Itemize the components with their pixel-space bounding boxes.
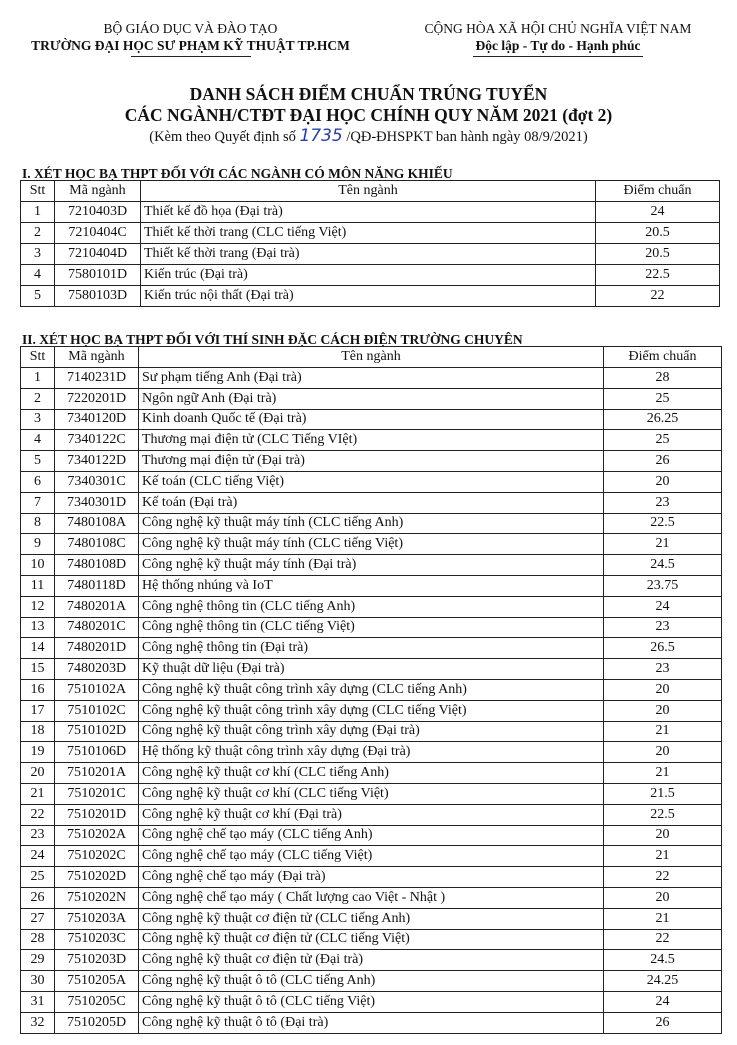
row-stt: 27 — [21, 908, 55, 929]
row-code: 7580101D — [55, 265, 141, 286]
row-code: 7510203A — [55, 908, 139, 929]
row-major-name: Thiết kế thời trang (Đại trà) — [141, 244, 596, 265]
row-stt: 25 — [21, 867, 55, 888]
row-score: 21 — [604, 846, 722, 867]
row-score: 21 — [604, 534, 722, 555]
row-score: 24 — [604, 596, 722, 617]
table-row — [21, 575, 722, 596]
table-row — [21, 721, 722, 742]
row-major-name: Công nghệ kỹ thuật cơ khí (CLC tiếng Việt) — [139, 783, 604, 804]
row-major-name: Hệ thống nhúng và IoT — [139, 575, 604, 596]
table-row — [21, 846, 722, 867]
row-stt: 9 — [21, 534, 55, 555]
table-row — [21, 1012, 722, 1033]
row-code: 7510201A — [55, 763, 139, 784]
row-score: 20 — [604, 887, 722, 908]
table-row — [21, 991, 722, 1012]
row-stt: 4 — [21, 430, 55, 451]
row-major-name: Công nghệ thông tin (Đại trà) — [139, 638, 604, 659]
decision-number: 1735 — [299, 126, 343, 146]
column-header-score: Điểm chuẩn — [604, 347, 722, 368]
section-2-heading: II. XÉT HỌC BẠ THPT ĐỐI VỚI THÍ SINH ĐẶC CÁCH ĐIỆN TRƯỜNG CHUYÊN — [22, 332, 523, 347]
row-code: 7480118D — [55, 575, 139, 596]
table-header-row — [21, 347, 722, 368]
table-row — [21, 971, 722, 992]
row-code: 7510202N — [55, 887, 139, 908]
table-row — [21, 700, 722, 721]
row-major-name: Công nghệ chế tạo máy (Đại trà) — [139, 867, 604, 888]
table-row — [21, 409, 722, 430]
row-stt: 31 — [21, 991, 55, 1012]
row-stt: 1 — [21, 202, 55, 223]
table-row — [21, 950, 722, 971]
row-score: 25 — [604, 430, 722, 451]
row-major-name: Kế toán (CLC tiếng Việt) — [139, 471, 604, 492]
row-score: 24.5 — [604, 555, 722, 576]
row-code: 7210404C — [55, 223, 141, 244]
row-score: 23 — [604, 659, 722, 680]
row-code: 7510202D — [55, 867, 139, 888]
column-header-stt: Stt — [21, 181, 55, 202]
table-row — [21, 763, 722, 784]
table-row — [21, 265, 720, 286]
column-header-name: Tên ngành — [141, 181, 596, 202]
table-row — [21, 430, 722, 451]
row-code: 7140231D — [55, 368, 139, 389]
row-code: 7210404D — [55, 244, 141, 265]
row-score: 20 — [604, 679, 722, 700]
row-major-name: Công nghệ kỹ thuật cơ khí (Đại trà) — [139, 804, 604, 825]
row-code: 7510202C — [55, 846, 139, 867]
decision-prefix: (Kèm theo Quyết định số — [149, 129, 300, 145]
row-score: 21 — [604, 721, 722, 742]
row-code: 7480203D — [55, 659, 139, 680]
row-code: 7340122D — [55, 451, 139, 472]
row-score: 26.25 — [604, 409, 722, 430]
row-score: 23 — [604, 492, 722, 513]
table-row — [21, 887, 722, 908]
row-score: 20.5 — [596, 244, 720, 265]
row-stt: 2 — [21, 223, 55, 244]
row-code: 7580103D — [55, 286, 141, 307]
row-major-name: Kỹ thuật dữ liệu (Đại trà) — [139, 659, 604, 680]
row-stt: 13 — [21, 617, 55, 638]
table-row — [21, 679, 722, 700]
table-row — [21, 617, 722, 638]
row-major-name: Công nghệ kỹ thuật cơ điện tử (Đại trà) — [139, 950, 604, 971]
university-underline — [131, 56, 251, 57]
table-row — [21, 388, 722, 409]
column-header-code: Mã ngành — [55, 181, 141, 202]
title-line-1: DANH SÁCH ĐIỂM CHUẨN TRÚNG TUYỂN — [189, 84, 548, 104]
row-stt: 16 — [21, 679, 55, 700]
row-stt: 24 — [21, 846, 55, 867]
row-code: 7480201C — [55, 617, 139, 638]
row-stt: 17 — [21, 700, 55, 721]
table-row — [21, 492, 722, 513]
row-score: 22.5 — [596, 265, 720, 286]
row-score: 22 — [596, 286, 720, 307]
row-score: 21 — [604, 908, 722, 929]
column-header-name: Tên ngành — [139, 347, 604, 368]
row-stt: 12 — [21, 596, 55, 617]
row-stt: 14 — [21, 638, 55, 659]
row-stt: 4 — [21, 265, 55, 286]
table-row — [21, 534, 722, 555]
row-stt: 20 — [21, 763, 55, 784]
row-stt: 23 — [21, 825, 55, 846]
row-major-name: Công nghệ chế tạo máy ( Chất lượng cao Việt - Nhật ) — [139, 887, 604, 908]
row-major-name: Công nghệ kỹ thuật công trình xây dựng (CLC tiếng Việt) — [139, 700, 604, 721]
row-stt: 19 — [21, 742, 55, 763]
row-score: 21 — [604, 763, 722, 784]
row-stt: 8 — [21, 513, 55, 534]
row-stt: 32 — [21, 1012, 55, 1033]
table-row — [21, 783, 722, 804]
row-score: 26 — [604, 451, 722, 472]
row-code: 7510205D — [55, 1012, 139, 1033]
row-code: 7340301C — [55, 471, 139, 492]
table-row — [21, 286, 720, 307]
university-name: TRƯỜNG ĐẠI HỌC SƯ PHẠM KỸ THUẬT TP.HCM — [31, 38, 350, 53]
row-code: 7340301D — [55, 492, 139, 513]
row-stt: 3 — [21, 244, 55, 265]
row-major-name: Công nghệ kỹ thuật máy tính (Đại trà) — [139, 555, 604, 576]
row-score: 25 — [604, 388, 722, 409]
table-header-row — [21, 181, 720, 202]
row-score: 20 — [604, 742, 722, 763]
row-code: 7220201D — [55, 388, 139, 409]
row-code: 7510203D — [55, 950, 139, 971]
row-code: 7510102A — [55, 679, 139, 700]
row-code: 7510205A — [55, 971, 139, 992]
country-name: CỘNG HÒA XÃ HỘI CHỦ NGHĨA VIỆT NAM — [424, 21, 692, 36]
row-major-name: Công nghệ kỹ thuật máy tính (CLC tiếng Việt) — [139, 534, 604, 555]
row-score: 24.25 — [604, 971, 722, 992]
row-stt: 7 — [21, 492, 55, 513]
row-major-name: Công nghệ kỹ thuật cơ điện tử (CLC tiếng Anh) — [139, 908, 604, 929]
section-1-heading: I. XÉT HỌC BẠ THPT ĐỐI VỚI CÁC NGÀNH CÓ MÔN NĂNG KHIẾU — [22, 166, 453, 181]
row-score: 24 — [596, 202, 720, 223]
column-header-code: Mã ngành — [55, 347, 139, 368]
row-code: 7210403D — [55, 202, 141, 223]
row-score: 21.5 — [604, 783, 722, 804]
table-row — [21, 202, 720, 223]
row-code: 7480201D — [55, 638, 139, 659]
table-row — [21, 638, 722, 659]
row-major-name: Công nghệ thông tin (CLC tiếng Việt) — [139, 617, 604, 638]
row-stt: 5 — [21, 451, 55, 472]
row-major-name: Công nghệ thông tin (CLC tiếng Anh) — [139, 596, 604, 617]
row-score: 22 — [604, 867, 722, 888]
row-stt: 21 — [21, 783, 55, 804]
row-score: 23.75 — [604, 575, 722, 596]
row-major-name: Thương mại điện tử (CLC Tiếng VIệt) — [139, 430, 604, 451]
table-row — [21, 659, 722, 680]
row-code: 7510201D — [55, 804, 139, 825]
table-row — [21, 555, 722, 576]
row-major-name: Kiến trúc (Đại trà) — [141, 265, 596, 286]
row-score: 20 — [604, 700, 722, 721]
row-code: 7480201A — [55, 596, 139, 617]
row-score: 24 — [604, 991, 722, 1012]
row-major-name: Ngôn ngữ Anh (Đại trà) — [139, 388, 604, 409]
row-code: 7510102C — [55, 700, 139, 721]
row-code: 7510201C — [55, 783, 139, 804]
table-row — [21, 742, 722, 763]
row-major-name: Thương mại điện tử (Đại trà) — [139, 451, 604, 472]
row-major-name: Công nghệ kỹ thuật ô tô (CLC tiếng Anh) — [139, 971, 604, 992]
row-score: 22.5 — [604, 804, 722, 825]
row-major-name: Công nghệ kỹ thuật công trình xây dựng (Đại trà) — [139, 721, 604, 742]
row-score: 24.5 — [604, 950, 722, 971]
section-2-table — [20, 346, 722, 1034]
title-line-2: CÁC NGÀNH/CTĐT ĐẠI HỌC CHÍNH QUY NĂM 2021 (đợt 2) — [124, 105, 613, 125]
national-motto: Độc lập - Tự do - Hạnh phúc — [475, 38, 641, 53]
table-row — [21, 513, 722, 534]
row-score: 20 — [604, 825, 722, 846]
row-score: 20 — [604, 471, 722, 492]
ministry-header — [18, 20, 363, 57]
row-code: 7510106D — [55, 742, 139, 763]
row-code: 7510203C — [55, 929, 139, 950]
table-row — [21, 825, 722, 846]
row-stt: 15 — [21, 659, 55, 680]
row-score: 22.5 — [604, 513, 722, 534]
table-row — [21, 867, 722, 888]
row-major-name: Công nghệ kỹ thuật ô tô (CLC tiếng Việt) — [139, 991, 604, 1012]
row-code: 7340122C — [55, 430, 139, 451]
table-row — [21, 368, 722, 389]
row-major-name: Công nghệ kỹ thuật công trình xây dựng (CLC tiếng Anh) — [139, 679, 604, 700]
row-score: 26.5 — [604, 638, 722, 659]
row-stt: 30 — [21, 971, 55, 992]
row-major-name: Công nghệ kỹ thuật ô tô (Đại trà) — [139, 1012, 604, 1033]
row-code: 7510202A — [55, 825, 139, 846]
row-major-name: Hệ thống kỹ thuật công trình xây dựng (Đại trà) — [139, 742, 604, 763]
row-stt: 2 — [21, 388, 55, 409]
row-code: 7510102D — [55, 721, 139, 742]
table-row — [21, 451, 722, 472]
table-row — [21, 471, 722, 492]
decision-reference — [0, 126, 737, 147]
row-stt: 18 — [21, 721, 55, 742]
row-code: 7510205C — [55, 991, 139, 1012]
row-code: 7480108C — [55, 534, 139, 555]
row-major-name: Công nghệ chế tạo máy (CLC tiếng Việt) — [139, 846, 604, 867]
row-stt: 6 — [21, 471, 55, 492]
row-stt: 5 — [21, 286, 55, 307]
row-code: 7340120D — [55, 409, 139, 430]
column-header-score: Điểm chuẩn — [596, 181, 720, 202]
column-header-stt: Stt — [21, 347, 55, 368]
document-title — [0, 84, 737, 147]
row-score: 20.5 — [596, 223, 720, 244]
table-row — [21, 804, 722, 825]
row-major-name: Công nghệ chế tạo máy (CLC tiếng Anh) — [139, 825, 604, 846]
table-row — [21, 244, 720, 265]
ministry-name: BỘ GIÁO DỤC VÀ ĐÀO TẠO — [103, 21, 278, 36]
motto-underline — [473, 56, 643, 57]
row-major-name: Thiết kế thời trang (CLC tiếng Việt) — [141, 223, 596, 244]
section-1-table — [20, 180, 720, 307]
row-score: 23 — [604, 617, 722, 638]
row-stt: 1 — [21, 368, 55, 389]
row-code: 7480108D — [55, 555, 139, 576]
table-row — [21, 908, 722, 929]
row-stt: 29 — [21, 950, 55, 971]
row-major-name: Thiết kế đồ họa (Đại trà) — [141, 202, 596, 223]
row-major-name: Kiến trúc nội thất (Đại trà) — [141, 286, 596, 307]
row-stt: 3 — [21, 409, 55, 430]
row-score: 28 — [604, 368, 722, 389]
row-major-name: Công nghệ kỹ thuật cơ khí (CLC tiếng Anh) — [139, 763, 604, 784]
row-stt: 10 — [21, 555, 55, 576]
table-row — [21, 929, 722, 950]
row-score: 22 — [604, 929, 722, 950]
row-major-name: Kinh doanh Quốc tế (Đại trà) — [139, 409, 604, 430]
table-row — [21, 223, 720, 244]
national-header — [392, 20, 724, 57]
row-major-name: Công nghệ kỹ thuật cơ điện tử (CLC tiếng Việt) — [139, 929, 604, 950]
row-stt: 28 — [21, 929, 55, 950]
row-major-name: Sư phạm tiếng Anh (Đại trà) — [139, 368, 604, 389]
row-major-name: Kế toán (Đại trà) — [139, 492, 604, 513]
row-stt: 26 — [21, 887, 55, 908]
row-score: 26 — [604, 1012, 722, 1033]
decision-suffix: /QĐ-ĐHSPKT ban hành ngày 08/9/2021) — [342, 129, 588, 145]
row-code: 7480108A — [55, 513, 139, 534]
row-major-name: Công nghệ kỹ thuật máy tính (CLC tiếng Anh) — [139, 513, 604, 534]
table-row — [21, 596, 722, 617]
row-stt: 22 — [21, 804, 55, 825]
row-stt: 11 — [21, 575, 55, 596]
